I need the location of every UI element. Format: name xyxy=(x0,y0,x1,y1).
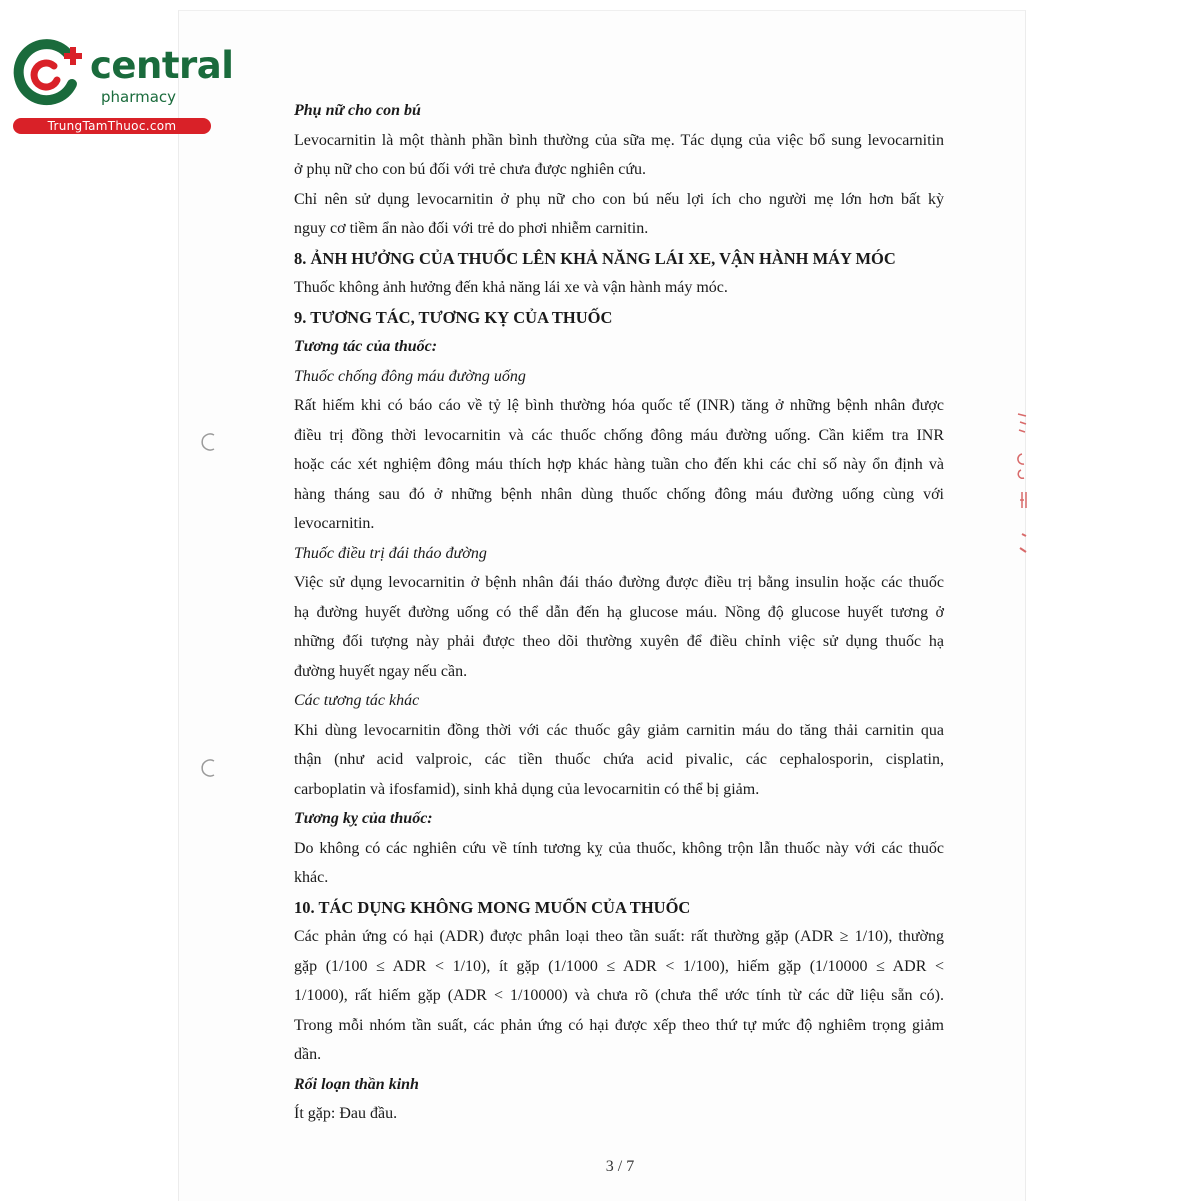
body-text-line: 1/1000), rất hiếm gặp (ADR < 1/10000) và chưa rõ (chưa thể ước tính từ các dữ liệu sẵn có). xyxy=(294,987,944,1004)
body-text-line: thận (như acid valproic, các tiền thuốc chứa acid pivalic, các cephalosporin, cisplatin, xyxy=(294,751,944,768)
body-text-line: Việc sử dụng levocarnitin ở bệnh nhân đái tháo đường được điều trị bằng insulin hoặc các thuốc xyxy=(294,574,944,591)
body-text-line: carboplatin và ifosfamid), sinh khả dụng của levocarnitin có thể bị giảm. xyxy=(294,780,760,798)
brand-logo[interactable] xyxy=(10,38,234,138)
body-text-line: hàng tháng sau đó ở những bệnh nhân dùng thuốc chống đông máu đường uống cùng với xyxy=(294,485,944,503)
body-text-line: gặp (1/100 ≤ ADR < 1/10), ít gặp (1/1000 ≤ ADR < 1/100), hiếm gặp (1/10000 ≤ ADR < xyxy=(294,957,944,975)
body-text-line: Ít gặp: Đau đầu. xyxy=(294,1105,398,1122)
subsection-heading: Tương tác của thuốc: xyxy=(294,338,438,355)
body-text-line: Levocarnitin là một thành phần bình thường của sữa mẹ. Tác dụng của việc bổ sung levocarnitin xyxy=(294,131,944,149)
subsection-heading: Các tương tác khác xyxy=(294,692,420,709)
subsection-heading: Thuốc điều trị đái tháo đường xyxy=(294,544,487,562)
subsection-heading: Phụ nữ cho con bú xyxy=(294,102,421,119)
logo-subtitle: pharmacy xyxy=(101,88,177,106)
body-text-line: Chỉ nên sử dụng levocarnitin ở phụ nữ cho con bú nếu lợi ích cho người mẹ lớn hơn bất kỳ xyxy=(294,190,944,208)
body-text-line: dần. xyxy=(294,1046,322,1063)
body-text-line: khác. xyxy=(294,869,329,886)
central-pharmacy-logo-icon xyxy=(10,38,90,110)
body-text-line: đường huyết ngay nếu cần. xyxy=(294,662,468,680)
logo-site-banner: TrungTamThuoc.com xyxy=(13,118,211,134)
punch-hole-icon xyxy=(200,758,218,778)
section-heading: 8. ẢNH HƯỞNG CỦA THUỐC LÊN KHẢ NĂNG LÁI XE, VẬN HÀNH MÁY MÓC xyxy=(294,248,896,268)
body-text-line: Rất hiếm khi có báo cáo về tỷ lệ bình thường hóa quốc tế (INR) tăng ở những bệnh nhân được xyxy=(294,397,944,414)
body-text-line: Khi dùng levocarnitin đồng thời với các thuốc gây giảm carnitin máu do tăng thải carnitin qua xyxy=(294,721,944,739)
subsection-heading: Rối loạn thần kinh xyxy=(294,1075,419,1093)
body-text-line: Các phản ứng có hại (ADR) được phân loại theo tần suất: rất thường gặp (ADR ≥ 1/10), thường xyxy=(294,928,944,945)
body-text-line: Thuốc không ảnh hưởng đến khả năng lái xe và vận hành máy móc. xyxy=(294,279,728,296)
body-text-line: những đối tượng này phải được theo dõi thường xuyên để điều chỉnh việc sử dụng thuốc hạ xyxy=(294,633,944,650)
body-text-line: levocarnitin. xyxy=(294,515,375,532)
logo-wordmark: central xyxy=(90,44,234,87)
section-heading: 9. TƯƠNG TÁC, TƯƠNG KỴ CỦA THUỐC xyxy=(294,307,613,327)
body-text-line: nguy cơ tiềm ẩn nào đối với trẻ do phơi nhiễm carnitin. xyxy=(294,220,649,237)
subsection-heading: Tương kỵ của thuốc: xyxy=(294,810,433,827)
punch-hole-icon xyxy=(200,432,218,452)
red-stamp-mark-icon xyxy=(1012,410,1032,560)
page-number: 3 / 7 xyxy=(605,1158,635,1175)
body-text-line: hạ đường huyết đường uống có thể dẫn đến hạ glucose máu. Nồng độ glucose huyết tương ở xyxy=(294,603,944,621)
subsection-heading: Thuốc chống đông máu đường uống xyxy=(294,367,526,385)
body-text-line: hoặc các xét nghiệm đông máu thích hợp khác hàng tuần cho đến khi các chỉ số này ổn định và xyxy=(294,456,944,473)
body-text-line: Do không có các nghiên cứu về tính tương kỵ của thuốc, không trộn lẫn thuốc này với các thuốc xyxy=(294,839,944,857)
section-heading: 10. TÁC DỤNG KHÔNG MONG MUỐN CỦA THUỐC xyxy=(294,897,691,917)
body-text-line: Trong mỗi nhóm tần suất, các phản ứng có hại được xếp theo thứ tự mức độ nghiêm trọng giảm xyxy=(294,1016,944,1034)
body-text-line: điều trị đồng thời levocarnitin và các thuốc chống đông máu đường uống. Cần kiểm tra INR xyxy=(294,426,944,444)
body-text-line: ở phụ nữ cho con bú đối với trẻ chưa được nghiên cứu. xyxy=(294,161,646,178)
